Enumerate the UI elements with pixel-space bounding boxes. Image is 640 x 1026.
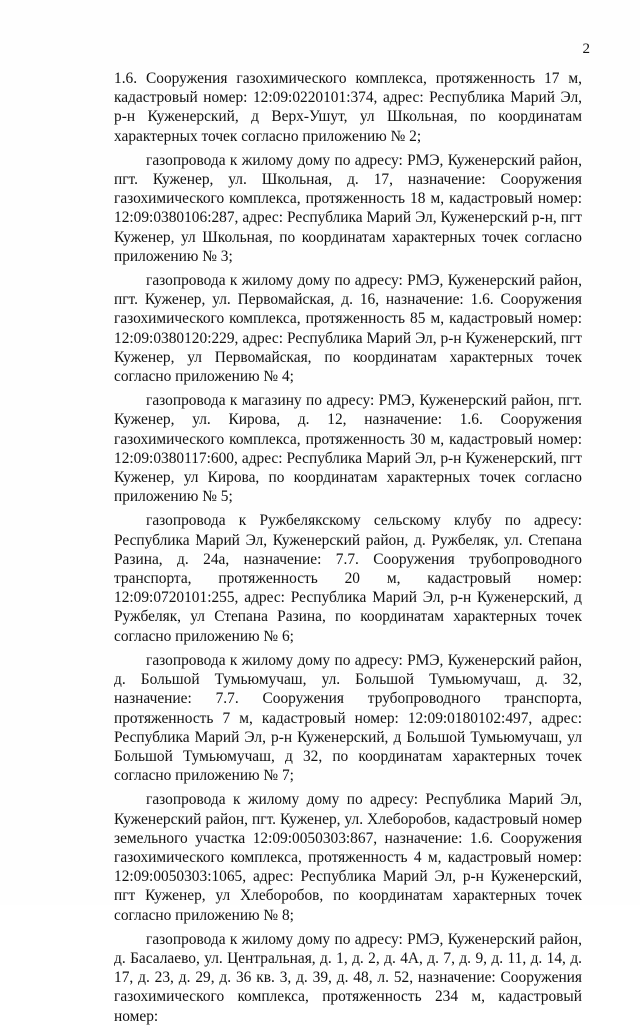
page-number: 2 (582, 41, 590, 57)
paragraph-gas-pipeline-6: газопровода к Ружбелякскому сельскому клубу по адресу: Республика Марий Эл, Куженерский район, д. Ружбеляк, ул. Степана Разина, д. 24а, назначение: 7.7. Сооружения трубопроводного транспорта, протяженность 20 м, кадастровый номер: 12:09:0720101:255, адрес: Республика Марий Эл, р-н Куженерский, д Ружбеляк, ул Степана Разина, по координатам характерных точек согласно приложению № 6; (114, 512, 582, 645)
paragraph-structure-2: 1.6. Сооружения газохимического комплекса, протяженность 17 м, кадастровый номер: 12:09:0220101:374, адрес: Республика Марий Эл, р-н Куженерский, д Верх-Ушут, ул Школьная, по координатам характерных точек согласно приложению № 2; (114, 70, 582, 145)
paragraph-gas-pipeline-4: газопровода к жилому дому по адресу: РМЭ, Куженерский район, пгт. Куженер, ул. Первомайская, д. 16, назначение: 1.6. Сооружения газохимического комплекса, протяженность 85 м, кадастровый номер: 12:09:0380120:229, адрес: Республика Марий Эл, р-н Куженерский, пгт Куженер, ул Первомайская, по координатам характерных точек согласно приложению № 4; (114, 272, 582, 386)
paragraph-gas-pipeline-8: газопровода к жилому дому по адресу: Республика Марий Эл, Куженерский район, пгт. Куженер, ул. Хлеборобов, кадастровый номер земельного участка 12:09:0050303:867, назначение: 1.6. Сооружения газохимического комплекса, протяженность 4 м, кадастровый номер: 12:09:0050303:1065, адрес: Республика Марий Эл, р-н Куженерский, пгт Куженер, ул Хлеборобов, по координатам характерных точек согласно приложению № 8; (114, 791, 582, 924)
paragraph-gas-pipeline-3: газопровода к жилому дому по адресу: РМЭ, Куженерский район, пгт. Куженер, ул. Школьная, д. 17, назначение: Сооружения газохимического комплекса, протяженность 18 м, кадастровый номер: 12:09:0380106:287, адрес: Республика Марий Эл, Куженерский р-н, пгт Куженер, ул Школьная, по координатам характерных точек согласно приложению № 3; (114, 151, 582, 265)
paragraph-gas-pipeline-5: газопровода к магазину по адресу: РМЭ, Куженерский район, пгт. Куженер, ул. Кирова, д. 12, назначение: 1.6. Сооружения газохимического комплекса, протяженность 30 м, кадастровый номер: 12:09:0380117:600, адрес: Республика Марий Эл, р-н Куженерский, пгт Куженер, ул Кирова, по координатам характерных точек согласно приложению № 5; (114, 392, 582, 506)
document-body (114, 69, 582, 1026)
paragraph-gas-pipeline-7: газопровода к жилому дому по адресу: РМЭ, Куженерский район, д. Большой Тумьюмучаш, ул. Большой Тумьюмучаш, д. 32, назначение: 7.7. Сооружения трубопроводного транспорта, протяженность 7 м, кадастровый номер: 12:09:0180102:497, адрес: Республика Марий Эл, р-н Куженерский, д Большой Тумьюмучаш, ул Большой Тумьюмучаш, д 32, по координатам характерных точек согласно приложению № 7; (114, 651, 582, 785)
paragraph-gas-pipeline-9: газопровода к жилому дому по адресу: РМЭ, Куженерский район, д. Басалаево, ул. Центральная, д. 1, д. 2, д. 4А, д. 7, д. 9, д. 11, д. 14, д. 17, д. 23, д. 29, д. 36 кв. 3, д. 39, д. 48, л. 52, назначение: Сооружения газохимического комплекса, протяженность 234 м, кадастровый номер: (114, 930, 582, 1025)
